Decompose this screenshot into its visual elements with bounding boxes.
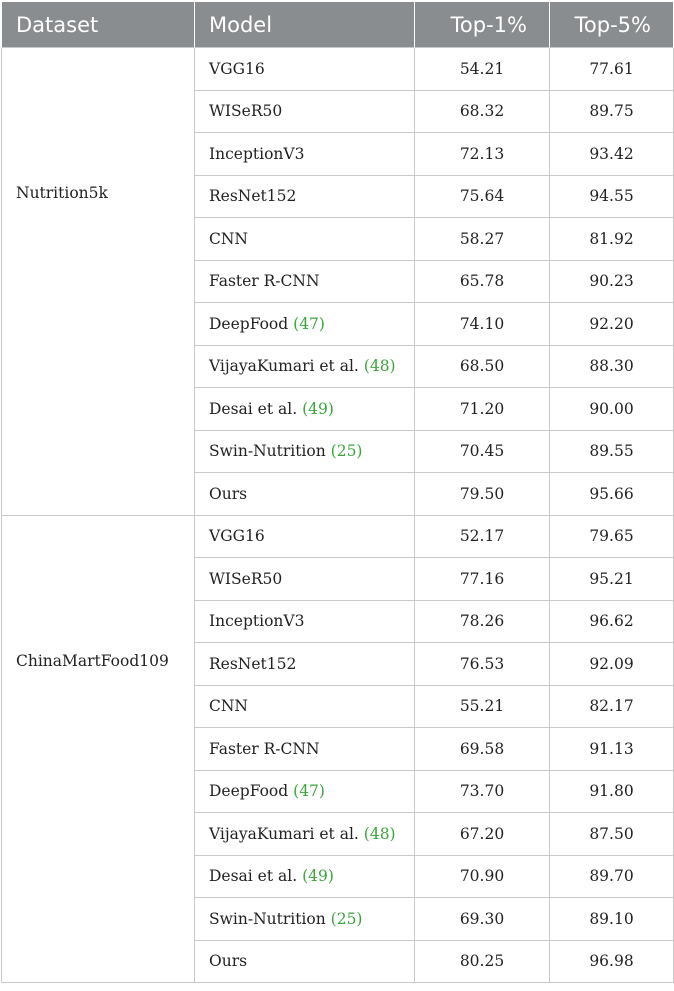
reference-link[interactable]: (25): [330, 442, 363, 461]
model-cell: [195, 643, 415, 686]
top1-cell: 52.17: [415, 515, 550, 558]
top1-cell: 65.78: [415, 260, 550, 303]
header-row: [2, 2, 674, 48]
model-cell: [195, 473, 415, 516]
top5-cell: 87.50: [550, 813, 674, 856]
model-cell: [195, 685, 415, 728]
model-name: WISeR50: [209, 102, 283, 121]
model-cell: [195, 940, 415, 983]
top1-cell: 80.25: [415, 940, 550, 983]
model-name: ResNet152: [209, 654, 297, 673]
model-name: VGG16: [209, 527, 265, 546]
top1-cell: 69.58: [415, 728, 550, 771]
header-top1: Top-1%: [415, 2, 550, 48]
header-top5: Top-5%: [550, 2, 674, 48]
top5-cell: 89.70: [550, 855, 674, 898]
table-row: [2, 48, 674, 91]
model-cell: [195, 855, 415, 898]
model-name: VijayaKumari et al.: [209, 824, 359, 843]
model-name: Swin-Nutrition: [209, 909, 326, 928]
top1-cell: 78.26: [415, 600, 550, 643]
table-row: [2, 515, 674, 558]
model-cell: [195, 303, 415, 346]
model-cell: [195, 600, 415, 643]
reference-link[interactable]: (48): [363, 824, 396, 843]
top1-cell: 77.16: [415, 558, 550, 601]
top5-cell: 89.75: [550, 90, 674, 133]
model-name: Desai et al.: [209, 867, 298, 886]
model-name: VijayaKumari et al.: [209, 357, 359, 376]
model-cell: [195, 898, 415, 941]
top1-cell: 75.64: [415, 175, 550, 218]
top5-cell: 88.30: [550, 345, 674, 388]
model-cell: [195, 218, 415, 261]
model-name: Desai et al.: [209, 399, 298, 418]
top5-cell: 92.20: [550, 303, 674, 346]
top1-cell: 55.21: [415, 685, 550, 728]
top1-cell: 69.30: [415, 898, 550, 941]
table-body: [2, 48, 674, 983]
model-cell: [195, 558, 415, 601]
model-cell: [195, 388, 415, 431]
top5-cell: 96.62: [550, 600, 674, 643]
model-name: Faster R-CNN: [209, 739, 320, 758]
model-name: Faster R-CNN: [209, 272, 320, 291]
top5-cell: 92.09: [550, 643, 674, 686]
model-name: Ours: [209, 484, 248, 503]
reference-link[interactable]: (47): [293, 314, 325, 333]
model-cell: [195, 133, 415, 176]
top5-cell: 90.00: [550, 388, 674, 431]
reference-link[interactable]: (47): [293, 782, 325, 801]
model-name: ResNet152: [209, 187, 297, 206]
top1-cell: 70.45: [415, 430, 550, 473]
top5-cell: 96.98: [550, 940, 674, 983]
top5-cell: 93.42: [550, 133, 674, 176]
top1-cell: 76.53: [415, 643, 550, 686]
results-table: [1, 2, 674, 983]
top1-cell: 73.70: [415, 770, 550, 813]
model-cell: [195, 813, 415, 856]
dataset-cell: Nutrition5k: [2, 48, 195, 516]
top5-cell: 82.17: [550, 685, 674, 728]
top5-cell: 79.65: [550, 515, 674, 558]
model-name: DeepFood: [209, 314, 289, 333]
top1-cell: 54.21: [415, 48, 550, 91]
model-cell: [195, 728, 415, 771]
model-name: InceptionV3: [209, 612, 305, 631]
model-cell: [195, 48, 415, 91]
model-cell: [195, 430, 415, 473]
model-name: Swin-Nutrition: [209, 442, 326, 461]
top5-cell: 91.80: [550, 770, 674, 813]
top1-cell: 58.27: [415, 218, 550, 261]
top1-cell: 72.13: [415, 133, 550, 176]
reference-link[interactable]: (48): [363, 357, 396, 376]
model-cell: [195, 770, 415, 813]
model-name: CNN: [209, 697, 248, 716]
top1-cell: 67.20: [415, 813, 550, 856]
top1-cell: 79.50: [415, 473, 550, 516]
model-cell: [195, 90, 415, 133]
top1-cell: 71.20: [415, 388, 550, 431]
dataset-cell: ChinaMartFood109: [2, 515, 195, 983]
top5-cell: 89.55: [550, 430, 674, 473]
top5-cell: 91.13: [550, 728, 674, 771]
top5-cell: 89.10: [550, 898, 674, 941]
top1-cell: 70.90: [415, 855, 550, 898]
reference-link[interactable]: (49): [302, 867, 334, 886]
top1-cell: 68.50: [415, 345, 550, 388]
model-cell: [195, 515, 415, 558]
header-model: Model: [195, 2, 415, 48]
top1-cell: 68.32: [415, 90, 550, 133]
model-name: Ours: [209, 952, 248, 971]
model-name: CNN: [209, 229, 248, 248]
model-cell: [195, 345, 415, 388]
model-name: WISeR50: [209, 569, 283, 588]
model-name: InceptionV3: [209, 144, 305, 163]
top5-cell: 77.61: [550, 48, 674, 91]
header-dataset: Dataset: [2, 2, 195, 48]
top5-cell: 95.66: [550, 473, 674, 516]
model-cell: [195, 175, 415, 218]
reference-link[interactable]: (25): [330, 909, 363, 928]
top5-cell: 94.55: [550, 175, 674, 218]
top5-cell: 81.92: [550, 218, 674, 261]
reference-link[interactable]: (49): [302, 399, 334, 418]
top1-cell: 74.10: [415, 303, 550, 346]
top5-cell: 95.21: [550, 558, 674, 601]
model-name: DeepFood: [209, 782, 289, 801]
model-name: VGG16: [209, 59, 265, 78]
model-cell: [195, 260, 415, 303]
top5-cell: 90.23: [550, 260, 674, 303]
